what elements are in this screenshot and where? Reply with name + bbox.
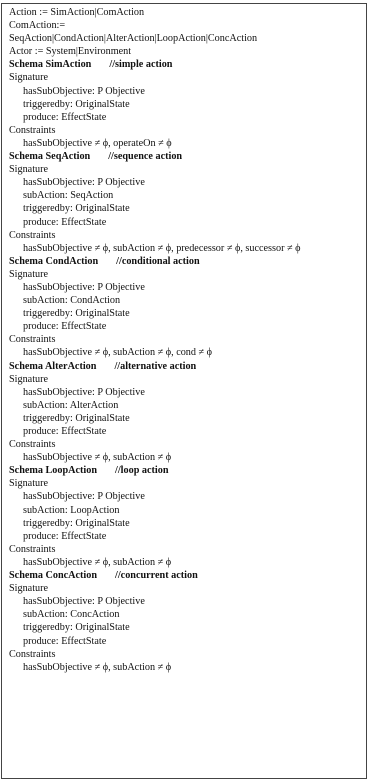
schema-document [1,3,367,779]
schema-title [9,150,366,163]
signature-label: Signature [9,373,49,385]
schema-title [9,464,366,477]
signature-field: subAction: CondAction [23,295,121,307]
signature-field: subAction: LoopAction [23,504,120,516]
schema-title [9,569,366,582]
header-line: Action := SimAction|ComAction [9,7,145,18]
schema-name: Schema LoopAction [9,465,98,477]
signature-field: produce: EffectState [23,321,107,333]
signature-field: triggeredby: OriginalState [23,622,130,634]
signature-field: subAction: AlterAction [23,399,119,411]
signature-label: Signature [9,72,49,84]
constraint-line: hasSubObjective ≠ ϕ, subAction ≠ ϕ, cond ≠ ϕ [23,347,213,359]
signature-field: triggeredby: OriginalState [23,203,130,215]
constraint-line: hasSubObjective ≠ ϕ, subAction ≠ ϕ, predecessor ≠ ϕ, successor ≠ ϕ [23,242,301,254]
signature-field: hasSubObjective: P Objective [23,85,145,97]
schema-title [9,58,366,71]
signature-label: Signature [9,478,49,490]
constraint-line: hasSubObjective ≠ ϕ, subAction ≠ ϕ [23,556,172,568]
signature-field: hasSubObjective: P Objective [23,491,145,503]
constraint-line: hasSubObjective ≠ ϕ, subAction ≠ ϕ [23,661,172,673]
schema-title [9,360,366,373]
signature-field: triggeredby: OriginalState [23,308,130,320]
constraints-label: Constraints [9,648,56,660]
schema-name: Schema SimAction [9,59,92,71]
signature-field: produce: EffectState [23,216,107,228]
schema-comment: //sequence action [108,151,183,163]
header-line: SeqAction|CondAction|AlterAction|LoopAction|ConcAction [9,33,258,45]
schema-comment: //simple action [109,59,173,71]
signature-field: hasSubObjective: P Objective [23,386,145,398]
signature-field: hasSubObjective: P Objective [23,596,145,608]
signature-label: Signature [9,583,49,595]
signature-field: produce: EffectState [23,635,107,647]
signature-label: Signature [9,164,49,176]
constraints-label: Constraints [9,439,56,451]
constraints-label: Constraints [9,334,56,346]
schema-name: Schema AlterAction [9,360,97,372]
schema-title [9,255,366,268]
signature-field: produce: EffectState [23,426,107,437]
constraints-label: Constraints [9,124,56,136]
schema-comment: //loop action [115,465,169,477]
constraints-label: Constraints [9,229,56,241]
constraint-line: hasSubObjective ≠ ϕ, operateOn ≠ ϕ [23,137,172,149]
schema-name: Schema ConcAction [9,570,98,582]
signature-label: Signature [9,268,49,280]
signature-field: hasSubObjective: P Objective [23,281,145,293]
header-line: Actor := System|Environment [9,46,132,58]
constraint-line: hasSubObjective ≠ ϕ, subAction ≠ ϕ [23,452,172,464]
header-line: ComAction:= [9,20,66,32]
schema-comment: //conditional action [116,255,200,267]
signature-field: subAction: SeqAction [23,190,114,202]
signature-field: hasSubObjective: P Objective [23,177,145,189]
signature-field: triggeredby: OriginalState [23,412,130,424]
signature-field: subAction: ConcAction [23,609,120,621]
constraints-label: Constraints [9,543,56,555]
signature-field: triggeredby: OriginalState [23,517,130,529]
schema-comment: //concurrent action [115,570,198,582]
signature-field: produce: EffectState [23,111,107,123]
schema-comment: //alternative action [114,360,197,372]
schema-name: Schema CondAction [9,255,99,267]
signature-field: produce: EffectState [23,530,107,542]
signature-field: triggeredby: OriginalState [23,98,130,110]
schema-name: Schema SeqAction [9,151,91,163]
